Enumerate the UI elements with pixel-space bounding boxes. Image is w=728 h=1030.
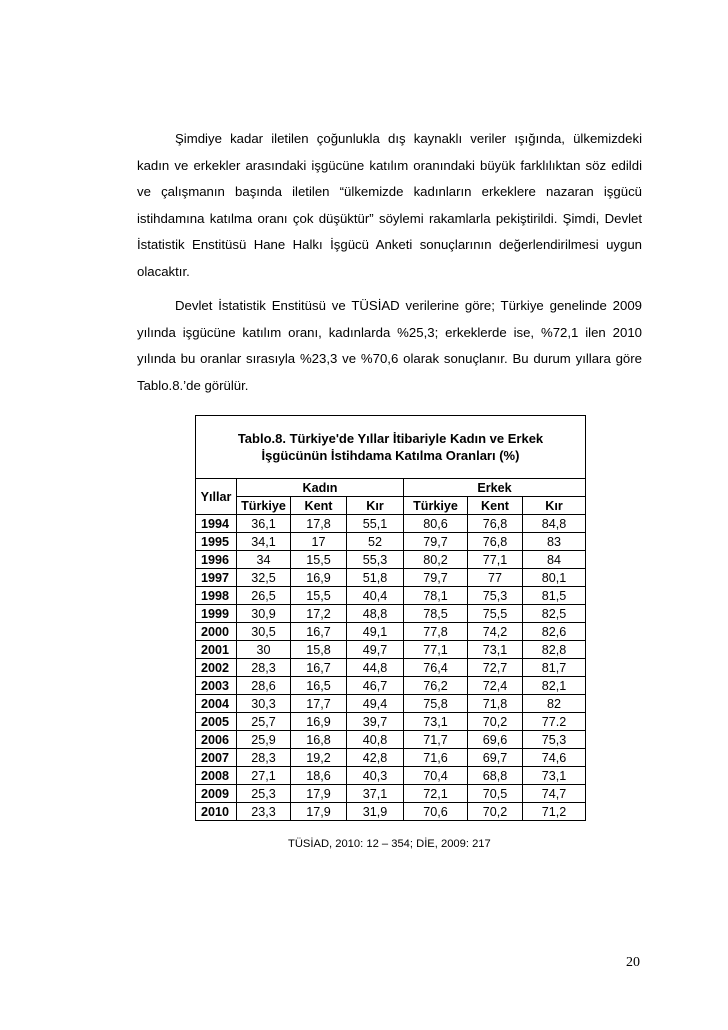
value-cell: 17,9: [291, 785, 347, 803]
value-cell: 71,6: [404, 749, 468, 767]
value-cell: 28,6: [237, 677, 291, 695]
value-cell: 81,7: [523, 659, 586, 677]
value-cell: 75,8: [404, 695, 468, 713]
value-cell: 69,7: [468, 749, 523, 767]
table-row: [196, 515, 586, 533]
value-cell: 82,6: [523, 623, 586, 641]
value-cell: 17,9: [291, 803, 347, 821]
value-cell: 72,1: [404, 785, 468, 803]
value-cell: 73,1: [523, 767, 586, 785]
value-cell: 32,5: [237, 569, 291, 587]
year-cell: 2009: [196, 785, 237, 803]
value-cell: 55,3: [347, 551, 404, 569]
table-row: [196, 713, 586, 731]
value-cell: 23,3: [237, 803, 291, 821]
value-cell: 80,6: [404, 515, 468, 533]
value-cell: 30,3: [237, 695, 291, 713]
table-row: [196, 677, 586, 695]
value-cell: 70,6: [404, 803, 468, 821]
value-cell: 77,1: [404, 641, 468, 659]
value-cell: 49,4: [347, 695, 404, 713]
value-cell: 16,8: [291, 731, 347, 749]
paragraph-2: [137, 293, 642, 399]
table-row: [196, 749, 586, 767]
paragraph-line: olacaktır.: [137, 263, 190, 279]
year-cell: 1998: [196, 587, 237, 605]
value-cell: 52: [347, 533, 404, 551]
value-cell: 73,1: [404, 713, 468, 731]
table-row: [196, 767, 586, 785]
men-group-header: Erkek: [404, 479, 586, 497]
paragraph-line: ve çalışmanın başında iletilen “ülkemizde kadınların erkeklere nazaran işgücü: [137, 184, 642, 199]
value-cell: 68,8: [468, 767, 523, 785]
value-cell: 82: [523, 695, 586, 713]
table-title-line-1: Tablo.8. Türkiye'de Yıllar İtibariyle Kadın ve Erkek: [237, 431, 544, 446]
paragraph-line: kadın ve erkekler arasındaki işgücüne katılım oranındaki büyük farklılıktan söz edildi: [137, 157, 642, 173]
table-row: [196, 803, 586, 821]
value-cell: 40,8: [347, 731, 404, 749]
table-row: [196, 731, 586, 749]
year-cell: 2008: [196, 767, 237, 785]
year-cell: 2005: [196, 713, 237, 731]
year-cell: 1995: [196, 533, 237, 551]
column-header: Kır: [523, 497, 586, 515]
column-header: Türkiye: [237, 497, 291, 515]
value-cell: 75,3: [523, 731, 586, 749]
value-cell: 46,7: [347, 677, 404, 695]
value-cell: 82,5: [523, 605, 586, 623]
column-header: Türkiye: [404, 497, 468, 515]
value-cell: 37,1: [347, 785, 404, 803]
value-cell: 49,1: [347, 623, 404, 641]
year-cell: 1994: [196, 515, 237, 533]
table-row: [196, 587, 586, 605]
value-cell: 30: [237, 641, 291, 659]
value-cell: 25,7: [237, 713, 291, 731]
table-row: [196, 785, 586, 803]
year-cell: 2007: [196, 749, 237, 767]
value-cell: 17,8: [291, 515, 347, 533]
paragraph-line: istihdamına katılma oranı çok düşüktür” söylemi rakamlarla pekiştirildi. Şimdi, Devlet: [137, 210, 642, 226]
value-cell: 78,5: [404, 605, 468, 623]
value-cell: 30,9: [237, 605, 291, 623]
value-cell: 34,1: [237, 533, 291, 551]
column-header: Kır: [347, 497, 404, 515]
value-cell: 73,1: [468, 641, 523, 659]
women-group-header: Kadın: [237, 479, 404, 497]
value-cell: 78,1: [404, 587, 468, 605]
value-cell: 81,5: [523, 587, 586, 605]
paragraph-1: [137, 126, 642, 285]
value-cell: 27,1: [237, 767, 291, 785]
value-cell: 84,8: [523, 515, 586, 533]
year-cell: 2001: [196, 641, 237, 659]
value-cell: 44,8: [347, 659, 404, 677]
value-cell: 36,1: [237, 515, 291, 533]
value-cell: 70,4: [404, 767, 468, 785]
value-cell: 16,9: [291, 569, 347, 587]
year-cell: 1996: [196, 551, 237, 569]
value-cell: 70,2: [468, 713, 523, 731]
value-cell: 17,7: [291, 695, 347, 713]
year-cell: 1999: [196, 605, 237, 623]
value-cell: 76,4: [404, 659, 468, 677]
value-cell: 31,9: [347, 803, 404, 821]
value-cell: 51,8: [347, 569, 404, 587]
value-cell: 72,4: [468, 677, 523, 695]
value-cell: 16,7: [291, 659, 347, 677]
value-cell: 76,8: [468, 515, 523, 533]
value-cell: 84: [523, 551, 586, 569]
paragraph-line: Şimdiye kadar iletilen çoğunlukla dış kaynaklı veriler ışığında, ülkemizdeki: [175, 131, 642, 146]
paragraph-line: yılında bu oranlar sırasıyla %23,3 ve %70,6 olarak sonuçlanır. Bu durum yıllara göre: [137, 351, 642, 366]
year-cell: 2010: [196, 803, 237, 821]
value-cell: 19,2: [291, 749, 347, 767]
year-cell: 1997: [196, 569, 237, 587]
value-cell: 75,3: [468, 587, 523, 605]
value-cell: 39,7: [347, 713, 404, 731]
value-cell: 77,8: [404, 623, 468, 641]
table-row: [196, 533, 586, 551]
value-cell: 15,8: [291, 641, 347, 659]
table-source-note: TÜSİAD, 2010: 12 – 354; DİE, 2009: 217: [288, 838, 491, 850]
value-cell: 26,5: [237, 587, 291, 605]
paragraph-line: yılında işgücüne katılım oranı, kadınlarda %25,3; erkeklerde ise, %72,1 ilen 2010: [137, 324, 642, 340]
years-header: Yıllar: [196, 479, 237, 515]
value-cell: 82,8: [523, 641, 586, 659]
year-cell: 2003: [196, 677, 237, 695]
year-cell: 2002: [196, 659, 237, 677]
page-number: 20: [626, 955, 640, 970]
value-cell: 76,2: [404, 677, 468, 695]
value-cell: 71,7: [404, 731, 468, 749]
table-row: [196, 695, 586, 713]
table-title-line-2: İşgücünün İstihdama Katılma Oranları (%): [261, 448, 520, 463]
year-cell: 2000: [196, 623, 237, 641]
value-cell: 40,4: [347, 587, 404, 605]
table-row: [196, 641, 586, 659]
value-cell: 74,7: [523, 785, 586, 803]
data-table: [195, 415, 586, 821]
value-cell: 69,6: [468, 731, 523, 749]
value-cell: 70,5: [468, 785, 523, 803]
table-row: [196, 659, 586, 677]
paragraph-line: Tablo.8.’de görülür.: [137, 377, 249, 393]
value-cell: 30,5: [237, 623, 291, 641]
column-header: Kent: [468, 497, 523, 515]
value-cell: 28,3: [237, 659, 291, 677]
value-cell: 25,9: [237, 731, 291, 749]
value-cell: 18,6: [291, 767, 347, 785]
value-cell: 15,5: [291, 551, 347, 569]
value-cell: 76,8: [468, 533, 523, 551]
value-cell: 74,2: [468, 623, 523, 641]
table-row: [196, 623, 586, 641]
value-cell: 15,5: [291, 587, 347, 605]
value-cell: 55,1: [347, 515, 404, 533]
value-cell: 75,5: [468, 605, 523, 623]
year-cell: 2006: [196, 731, 237, 749]
value-cell: 79,7: [404, 533, 468, 551]
value-cell: 48,8: [347, 605, 404, 623]
value-cell: 28,3: [237, 749, 291, 767]
value-cell: 25,3: [237, 785, 291, 803]
value-cell: 71,8: [468, 695, 523, 713]
value-cell: 77.2: [523, 713, 586, 731]
paragraph-line: İstatistik Enstitüsü Hane Halkı İşgücü Anketi sonuçlarının değerlendirilmesi uygun: [137, 237, 642, 252]
value-cell: 17: [291, 533, 347, 551]
value-cell: 40,3: [347, 767, 404, 785]
value-cell: 77: [468, 569, 523, 587]
value-cell: 70,2: [468, 803, 523, 821]
value-cell: 77,1: [468, 551, 523, 569]
table-row: [196, 569, 586, 587]
value-cell: 42,8: [347, 749, 404, 767]
table-title: [196, 416, 586, 479]
value-cell: 17,2: [291, 605, 347, 623]
value-cell: 72,7: [468, 659, 523, 677]
value-cell: 82,1: [523, 677, 586, 695]
value-cell: 34: [237, 551, 291, 569]
value-cell: 16,7: [291, 623, 347, 641]
table-row: [196, 605, 586, 623]
value-cell: 71,2: [523, 803, 586, 821]
value-cell: 49,7: [347, 641, 404, 659]
value-cell: 80,1: [523, 569, 586, 587]
value-cell: 74,6: [523, 749, 586, 767]
paragraph-line: Devlet İstatistik Enstitüsü ve TÜSİAD verilerine göre; Türkiye genelinde 2009: [175, 298, 642, 313]
value-cell: 83: [523, 533, 586, 551]
year-cell: 2004: [196, 695, 237, 713]
value-cell: 16,5: [291, 677, 347, 695]
value-cell: 79,7: [404, 569, 468, 587]
value-cell: 80,2: [404, 551, 468, 569]
value-cell: 16,9: [291, 713, 347, 731]
table-row: [196, 551, 586, 569]
column-header: Kent: [291, 497, 347, 515]
